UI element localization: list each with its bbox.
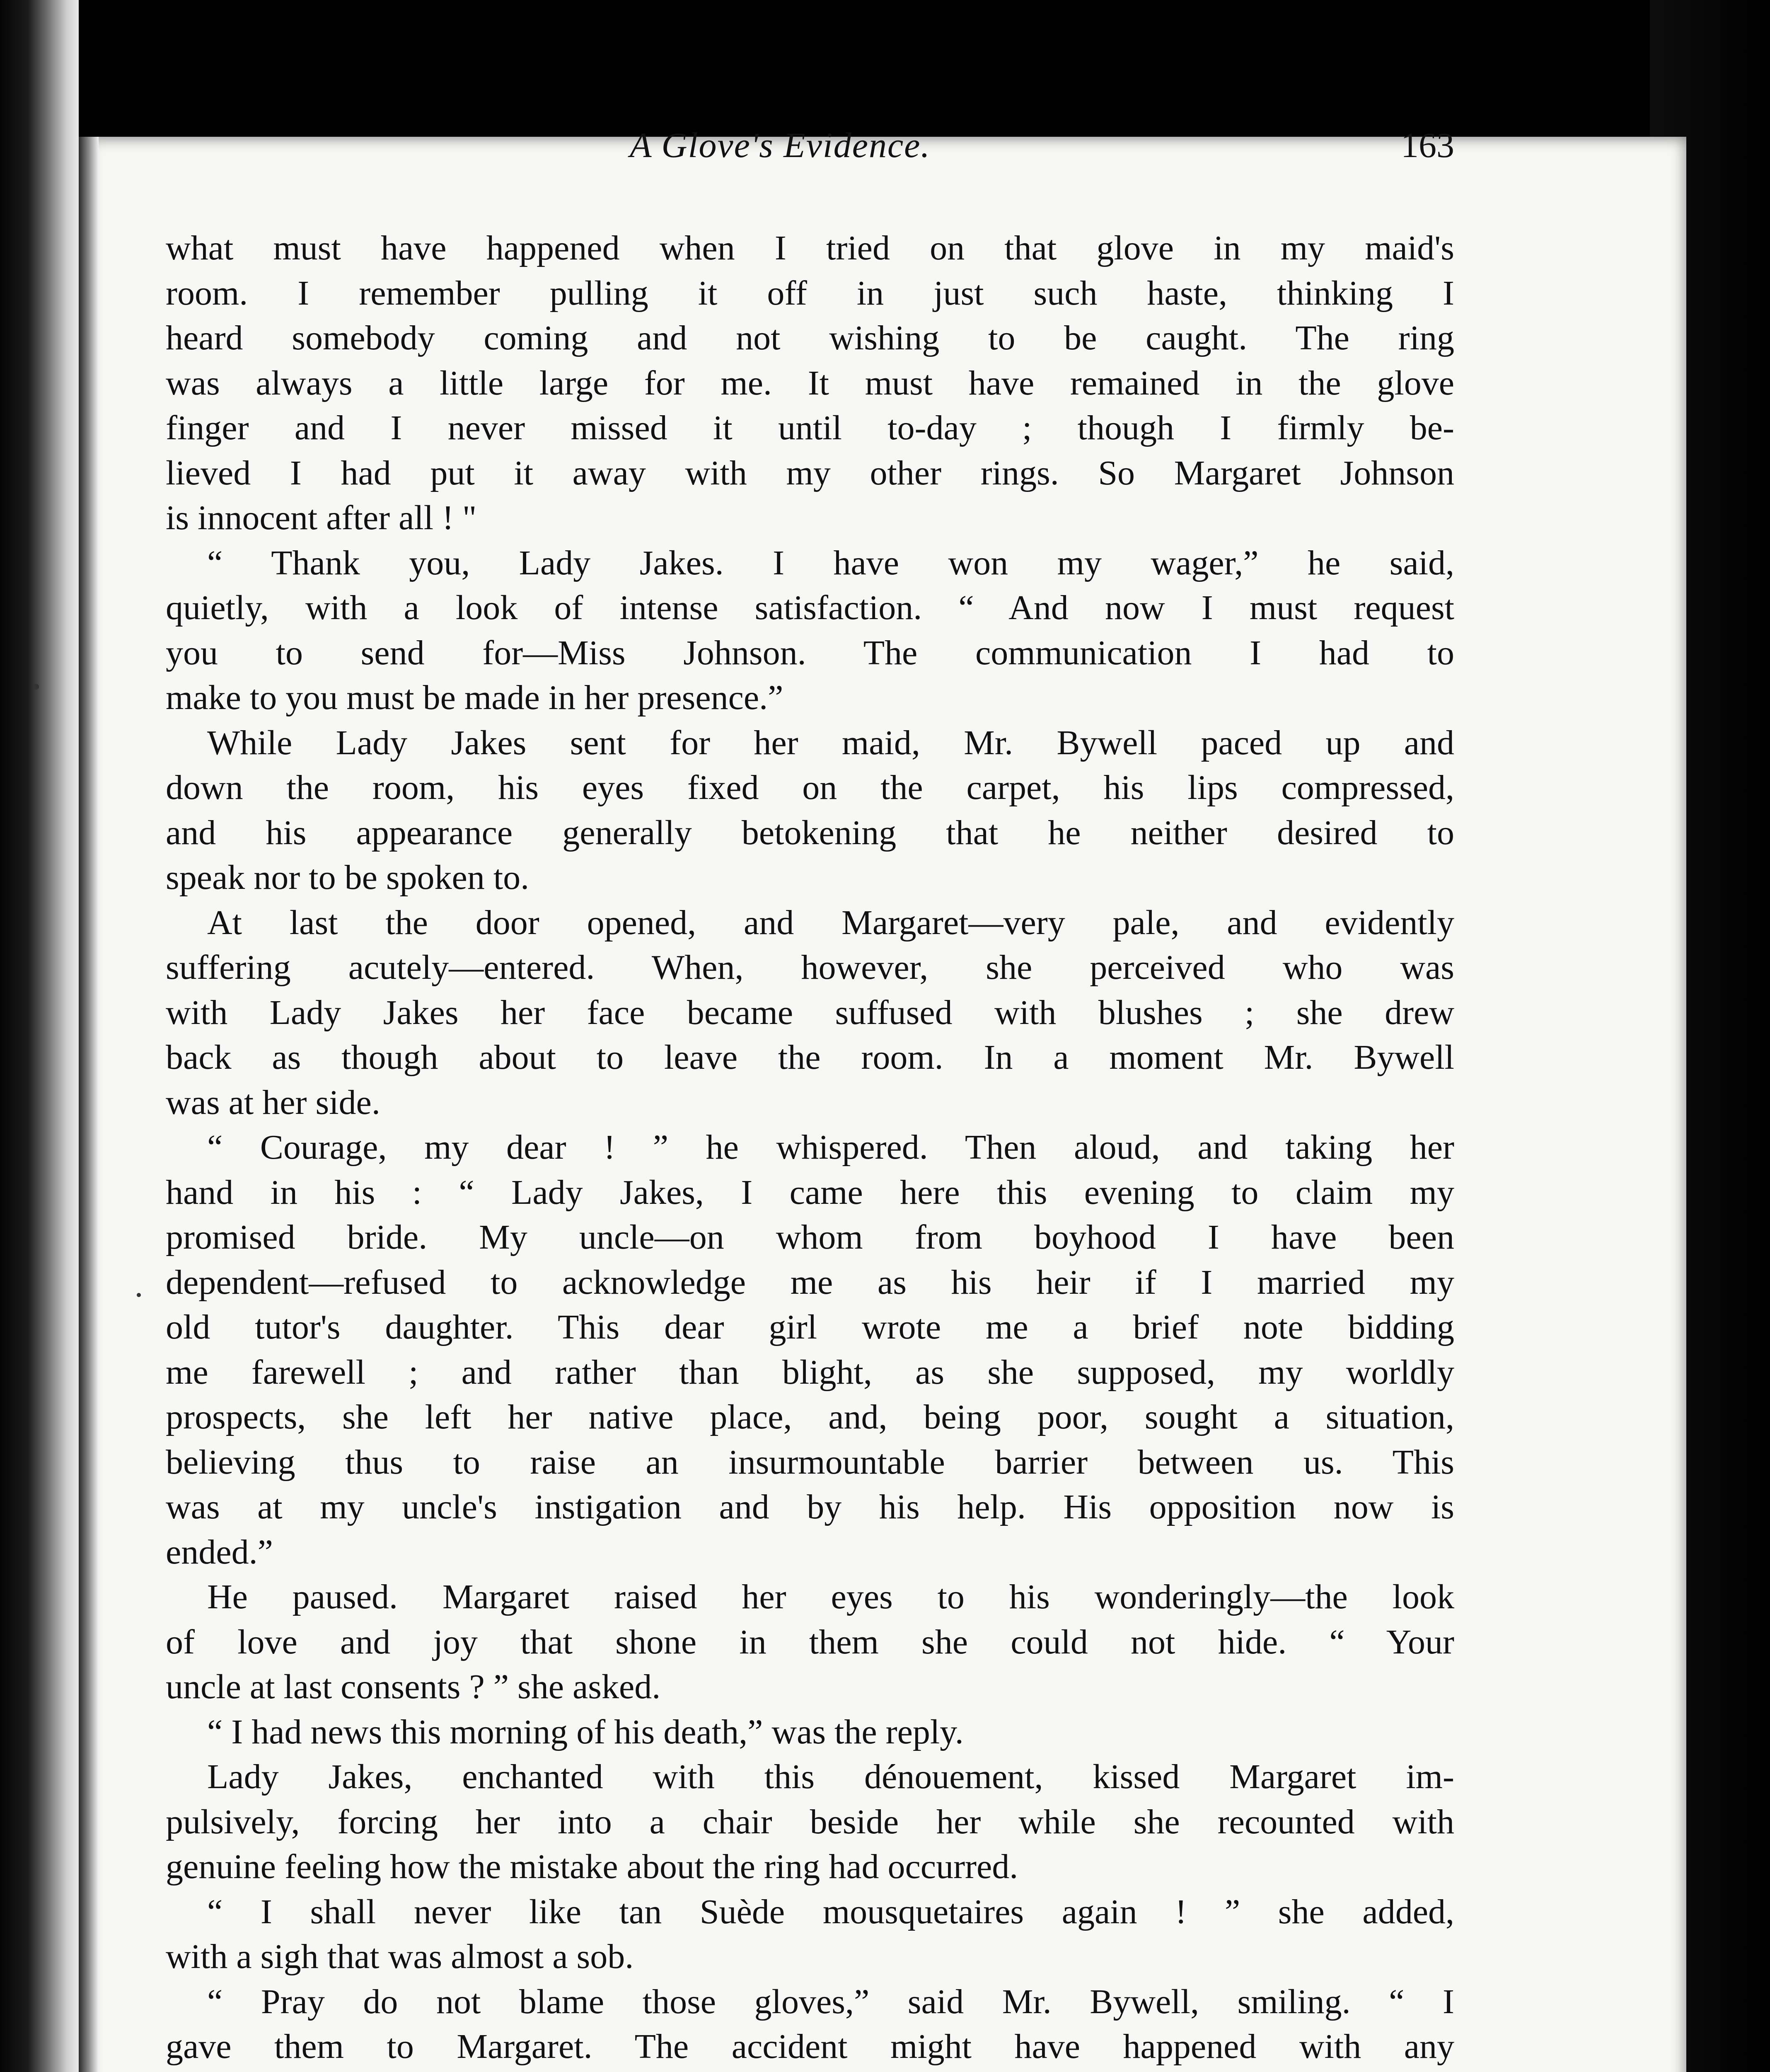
text-line: prospects, she left her native place, and, being poor, sought a situation, — [166, 1398, 1454, 1436]
text-line: “ Courage, my dear ! ” he whispered. Then aloud, and taking her — [207, 1128, 1454, 1167]
text-line: hand in his : “ Lady Jakes, I came here this evening to claim my — [166, 1173, 1454, 1212]
margin-speck — [137, 1293, 141, 1297]
text-line: room. I remember pulling it off in just such haste, thinking I — [166, 274, 1454, 312]
text-line: heard somebody coming and not wishing to be caught. The ring — [166, 319, 1454, 357]
text-line: He paused. Margaret raised her eyes to his wonderingly—the look — [207, 1578, 1454, 1616]
text-line: “ Thank you, Lady Jakes. I have won my wager,” he said, — [207, 543, 1454, 582]
text-line: uncle at last consents ? ” she asked. — [166, 1668, 661, 1706]
page-gutter-edge — [79, 137, 99, 2072]
text-line: Lady Jakes, enchanted with this dénouement, kissed Margaret im- — [207, 1757, 1454, 1796]
text-line: down the room, his eyes fixed on the carpet, his lips compressed, — [166, 768, 1454, 807]
text-line: and his appearance generally betokening that he neither desired to — [166, 813, 1454, 852]
text-line: “ I had news this morning of his death,” was the reply. — [207, 1712, 964, 1751]
text-line: promised bride. My uncle—on whom from boyhood I have been — [166, 1218, 1454, 1256]
text-line — [166, 2070, 1454, 2072]
text-line: speak nor to be spoken to. — [166, 858, 530, 897]
text-line: was always a little large for me. It must have remained in the glove — [166, 363, 1454, 402]
page-header — [166, 124, 1454, 182]
text-line: suffering acutely—entered. When, however, she perceived who was — [166, 948, 1454, 987]
text-line: dependent—refused to acknowledge me as his heir if I married my — [166, 1263, 1454, 1302]
text-line: lieved I had put it away with my other rings. So Margaret Johnson — [166, 453, 1454, 492]
text-line: quietly, with a look of intense satisfaction. “ And now I must request — [166, 588, 1454, 627]
text-line: you to send for—Miss Johnson. The communication I had to — [166, 633, 1454, 672]
text-line: with a sigh that was almost a sob. — [166, 1937, 634, 1976]
text-line: “ Pray do not blame those gloves,” said Mr. Bywell, smiling. “ I — [207, 1982, 1454, 2021]
page-number: 163 — [1401, 125, 1454, 165]
margin-speck — [33, 684, 39, 690]
text-line: ended.” — [166, 1532, 273, 1571]
text-line: pulsively, forcing her into a chair beside her while she recounted with — [166, 1802, 1454, 1841]
text-line: me farewell ; and rather than blight, as she supposed, my worldly — [166, 1353, 1454, 1392]
text-line: “ I shall never like tan Suède mousquetaires again ! ” she added, — [207, 1892, 1454, 1931]
text-line: was at my uncle's instigation and by his help. His opposition now is — [166, 1488, 1454, 1526]
text-line: finger and I never missed it until to-day ; though I firmly be- — [166, 409, 1454, 447]
story-text — [166, 226, 1454, 2072]
text-line: At last the door opened, and Margaret—very pale, and evidently — [207, 903, 1454, 942]
text-line: make to you must be made in her presence.” — [166, 678, 783, 717]
text-line: While Lady Jakes sent for her maid, Mr. Bywell paced up and — [207, 723, 1454, 762]
text-line: gave them to Margaret. The accident might have happened with any — [166, 2027, 1454, 2066]
book-spine-shadow-left — [0, 0, 79, 2072]
text-line: genuine feeling how the mistake about the ring had occurred. — [166, 1847, 1018, 1886]
text-line: old tutor's daughter. This dear girl wrote me a brief note bidding — [166, 1308, 1454, 1346]
running-title: A Glove's Evidence. — [630, 125, 931, 165]
text-line: believing thus to raise an insurmountable barrier between us. This — [166, 1443, 1454, 1481]
text-line: what must have happened when I tried on that glove in my maid's — [166, 229, 1454, 267]
text-line: was at her side. — [166, 1083, 380, 1122]
text-line: back as though about to leave the room. In a moment Mr. Bywell — [166, 1038, 1454, 1077]
text-line: is innocent after all ! " — [166, 499, 477, 537]
text-line: of love and joy that shone in them she could not hide. “ Your — [166, 1622, 1454, 1661]
text-line: with Lady Jakes her face became suffused with blushes ; she drew — [166, 993, 1454, 1032]
